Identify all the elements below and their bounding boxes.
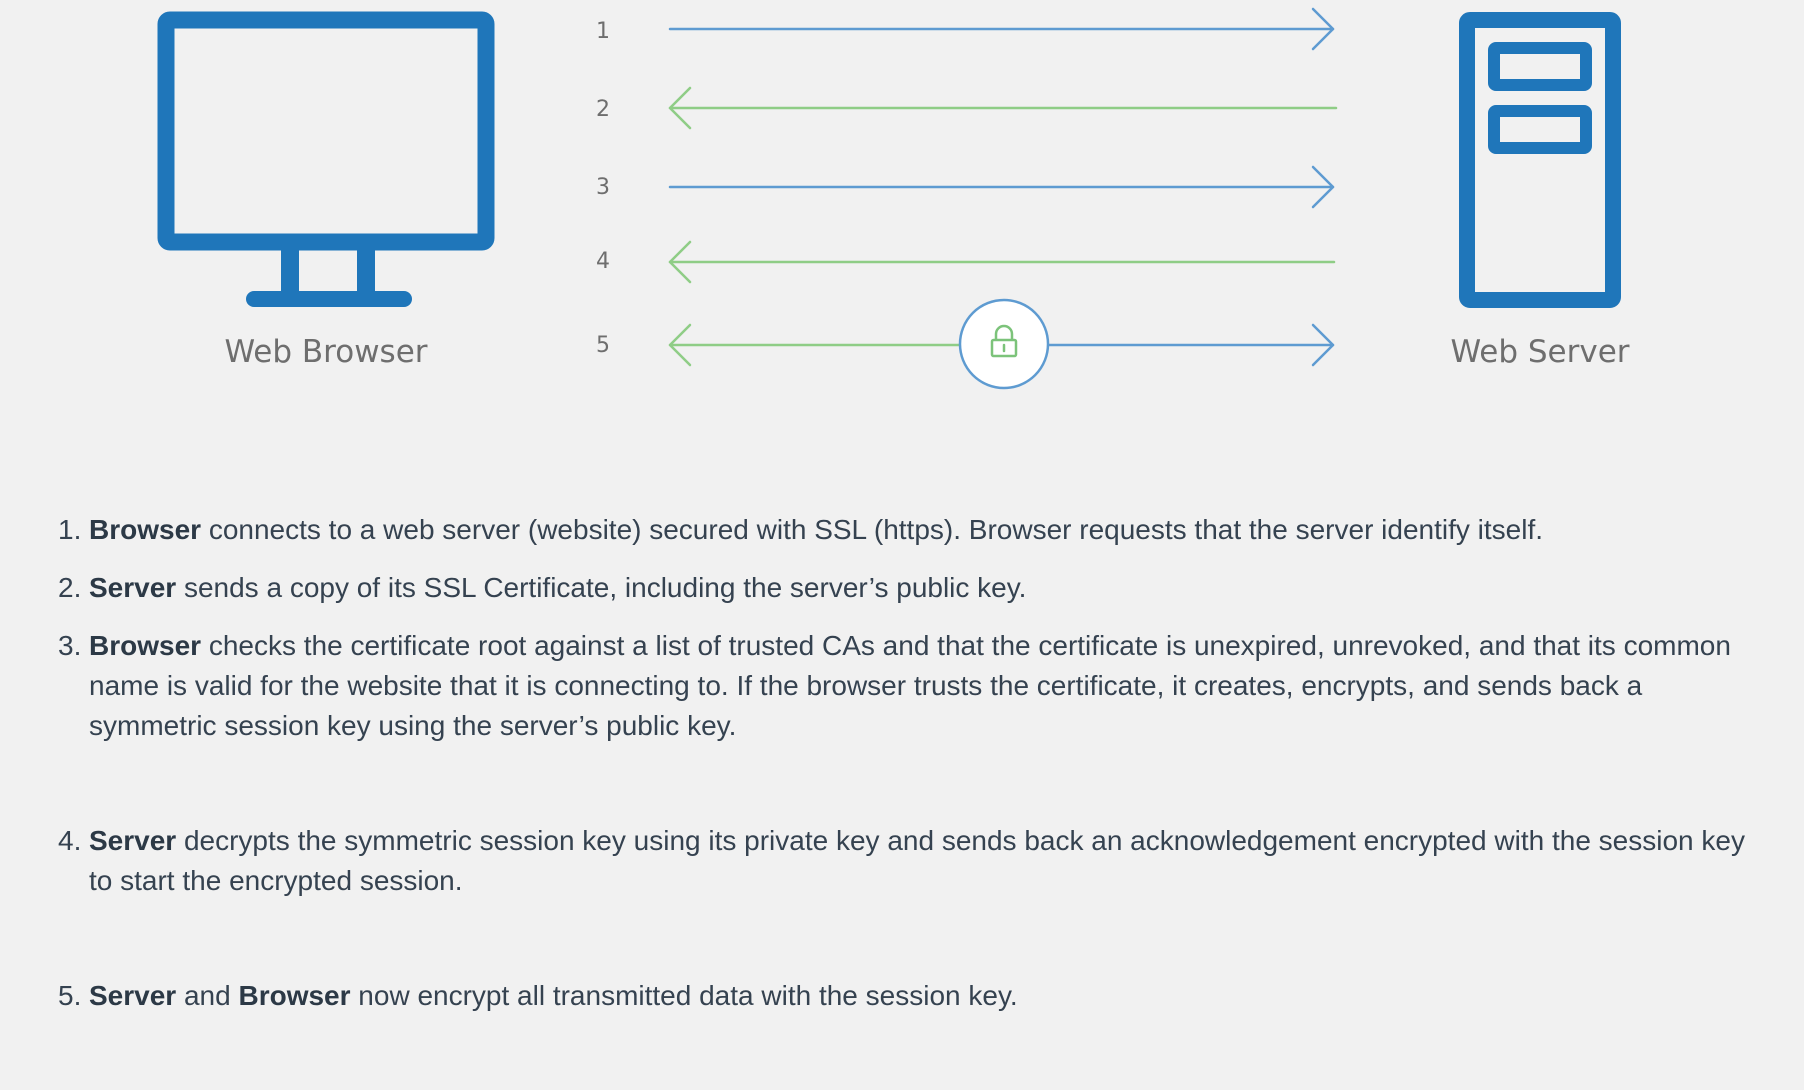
step-actor: Server bbox=[89, 572, 177, 603]
server-label: Web Server bbox=[1450, 334, 1630, 370]
step-actor: Browser bbox=[89, 630, 202, 661]
step-number: 3. bbox=[58, 630, 82, 661]
arrow-step-4 bbox=[670, 242, 1334, 282]
step-number: 5. bbox=[58, 980, 82, 1011]
arrow-step-5-right bbox=[1048, 325, 1333, 365]
step-number: 4. bbox=[58, 825, 82, 856]
arrow-step-2 bbox=[670, 88, 1336, 128]
arrow-step-1 bbox=[670, 9, 1333, 49]
step-number-5: 5 bbox=[596, 333, 610, 358]
arrow-step-3 bbox=[670, 167, 1333, 207]
ssl-handshake-diagram bbox=[0, 0, 1804, 420]
step-number-3: 3 bbox=[596, 175, 610, 200]
browser-label: Web Browser bbox=[224, 334, 428, 370]
step-text: sends a copy of its SSL Certificate, including the server’s public key. bbox=[176, 572, 1027, 603]
step-text: connects to a web server (website) secured with SSL (https). Browser requests that the server identify itself. bbox=[201, 514, 1544, 545]
list-item bbox=[58, 626, 1758, 746]
step-connector: and bbox=[176, 980, 239, 1011]
step-actor-2: Browser bbox=[238, 980, 351, 1011]
step-number: 1. bbox=[58, 514, 82, 545]
monitor-icon bbox=[166, 20, 486, 299]
server-tower-icon bbox=[1467, 20, 1613, 300]
step-actor: Server bbox=[89, 825, 177, 856]
step-number-1: 1 bbox=[596, 19, 610, 44]
list-item bbox=[58, 568, 1758, 608]
arrow-step-5-left bbox=[670, 325, 960, 365]
step-number: 2. bbox=[58, 572, 82, 603]
step-number-4: 4 bbox=[596, 249, 610, 274]
step-text: now encrypt all transmitted data with the session key. bbox=[350, 980, 1018, 1011]
step-actor: Browser bbox=[89, 514, 202, 545]
list-item bbox=[58, 510, 1758, 550]
handshake-steps-list bbox=[58, 510, 1758, 1016]
step-text: checks the certificate root against a list of trusted CAs and that the certificate is unexpired, unrevoked, and that its common name is valid for the website that it is connecting to. If the browser trusts the certificate, it creates, encrypts, and sends back a symmetric session key using the server’s public key. bbox=[89, 630, 1731, 741]
step-text: decrypts the symmetric session key using its private key and sends back an acknowledgement encrypted with the session key to start the encrypted session. bbox=[89, 825, 1745, 896]
list-item bbox=[58, 821, 1758, 901]
list-item bbox=[58, 976, 1758, 1016]
step-number-2: 2 bbox=[596, 97, 610, 122]
step-actor: Server bbox=[89, 980, 177, 1011]
